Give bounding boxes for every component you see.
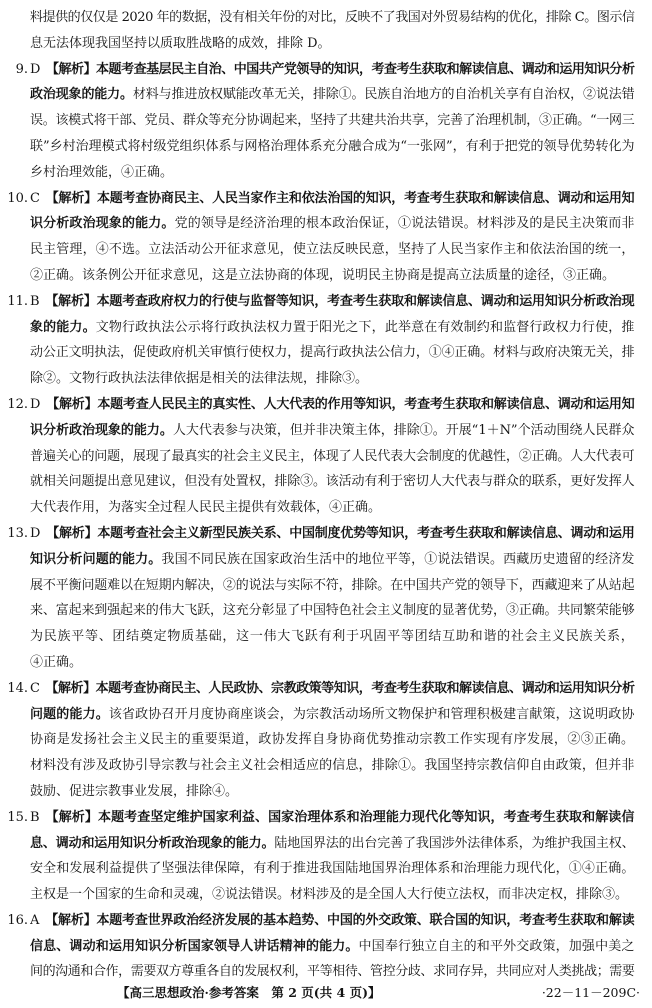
analysis-text: 动公正文明执法，促使政府机关审慎行使权力，提高行政执法公信力，①④正确。材料与政府决策无关，排: [30, 345, 635, 361]
analysis-text: 陆地国界法的出台完善了我国涉外法律体系，为维护我国主权、: [274, 835, 635, 851]
answer-line: [30, 160, 635, 186]
analysis-text: ④正确。: [30, 654, 83, 670]
answer-line: [30, 186, 635, 212]
answer-line: [30, 727, 635, 753]
answer-line: [30, 418, 635, 444]
analysis-bold-text: 知识分析问题的能力。: [30, 551, 162, 567]
answer-choice: B: [30, 293, 40, 309]
analysis-bold-text: 【解析】本题考查坚定维护国家利益、国家治理体系和治理能力现代化等知识，考查考生获取和解读信: [45, 809, 635, 825]
analysis-text: 展不平衡问题难以在短期内解决，②的说法与实际不符，排除。在中国共产党的领导下，西藏迎来了从站起: [30, 577, 635, 593]
analysis-text: 料提供的仅仅是 2020 年的数据，没有相关年份的对比，反映不了我国对外贸易结构的优化，排除 C。图示信: [30, 10, 635, 25]
answer-line: [30, 444, 635, 470]
answer-line: [30, 366, 635, 392]
answer-choice: B: [30, 809, 40, 825]
page-footer: [0, 984, 652, 1002]
answer-line: [30, 108, 635, 134]
analysis-bold-text: 识分析政治现象的能力。: [30, 216, 175, 232]
analysis-bold-text: 【解析】本题考查人民民主的真实性、人大代表的作用等知识，考查考生获取和解读信息、调动和运用知: [46, 396, 635, 412]
analysis-bold-text: 【解析】本题考查社会主义新型民族关系、中国制度优势等知识，考查考生获取和解读信息、调动和运用: [46, 525, 635, 541]
answer-line: [30, 882, 635, 908]
answer-line: [30, 82, 635, 108]
answer-line: [30, 5, 635, 31]
answer-item: [7, 908, 635, 985]
answer-choice: D: [30, 396, 41, 412]
analysis-text: 大代表作用，为落实全过程人民民主提供有效载体，④正确。: [30, 500, 382, 516]
analysis-bold-text: 政治现象的能力。: [30, 87, 133, 103]
analysis-text: 普遍关心的问题，展现了最真实的社会主义民主，体现了人民代表大会制度的优越性，②正确。人大代表可: [30, 448, 635, 464]
analysis-text: 误。该模式将干部、党员、群众等充分协调起来，坚持了共建共治共享，完善了治理机制，③正确。“一网三: [30, 113, 635, 129]
answer-line: [30, 57, 635, 83]
answer-line: [30, 959, 635, 985]
analysis-text: 间的沟通和合作，需要双方尊重各自的发展权利，平等相待、管控分歧、求同存异，共同应对人类挑战；需要: [30, 964, 635, 980]
analysis-text: 民主管理，④不选。立法活动公开征求意见，使立法反映民意，坚持了人民当家作主和依法治国的统一，: [30, 242, 635, 258]
answer-line: [30, 211, 635, 237]
answer-line: [30, 392, 635, 418]
answer-line: [30, 315, 635, 341]
answer-line: [30, 805, 635, 831]
answer-item: [7, 805, 635, 908]
answer-item: [7, 186, 635, 289]
analysis-text: 乡村治理效能，④正确。: [30, 164, 174, 180]
answer-line: [30, 779, 635, 805]
analysis-text: 就相关问题提出意见建议，但没有处置权，排除③。该活动有利于密切人大代表与群众的联系，更好发挥人: [30, 474, 635, 490]
answer-line: [30, 495, 635, 521]
answer-item: [7, 521, 635, 676]
answer-item: [7, 392, 635, 521]
analysis-bold-text: 【解析】本题考查世界政治经济发展的基本趋势、中国的外交政策、联合国的知识，考查考生获取和解读: [45, 912, 635, 928]
analysis-bold-text: 【解析】本题考查政府权力的行使与监督等知识，考查考生获取和解读信息、调动和运用知识分析政治现: [45, 293, 635, 309]
analysis-text: 中国奉行独立自主的和平外交政策，加强中美之: [358, 938, 635, 954]
analysis-text: 除②。文物行政执法法律依据是相关的法律法规，排除③。: [30, 371, 369, 387]
answer-choice: D: [30, 61, 40, 77]
footer-code: ·22－11－209C·: [541, 985, 640, 1000]
answer-item: [15, 57, 635, 186]
answer-line: [30, 340, 635, 366]
analysis-text: 安全和发展利益提供了坚强法律保障，有利于推进我国陆地国界治理体系和治理能力现代化，①④正确。: [30, 861, 635, 877]
question-number: 9.: [15, 61, 28, 77]
answer-line: [30, 908, 635, 934]
answer-line: [30, 469, 635, 495]
answer-line: [30, 263, 635, 289]
analysis-text: 协商是发扬社会主义民主的重要渠道，政协发挥自身协商优势推动宗教工作实现有序发展，②③正确。: [30, 732, 635, 748]
answer-choice: C: [30, 680, 40, 696]
question-number: 15.: [7, 809, 28, 825]
analysis-text: ②正确。该条例公开征求意见，这是立法协商的体现，说明民主协商是提高立法质量的途径，③正确。: [30, 267, 616, 283]
analysis-bold-text: 息、调动和运用知识分析政治现象的能力。: [30, 835, 275, 851]
answer-line: [30, 134, 635, 160]
analysis-text: 联”乡村治理模式将村级党组织体系与网格治理体系充分融合成为“一张网”，有利于把党的领导优势转化为: [30, 138, 635, 154]
answer-line: [30, 547, 635, 573]
footer-title: 【高三思想政治·参考答案 第 2 页(共 4 页)】: [117, 985, 381, 1000]
answer-line: [30, 831, 635, 857]
answer-choice: A: [30, 912, 40, 928]
answer-line: [30, 753, 635, 779]
analysis-text: 为民族平等、团结奠定物质基础，这一伟大飞跃有利于巩固平等团结互助和谐的社会主义民族关系，: [30, 629, 635, 645]
question-number: 14.: [7, 680, 28, 696]
analysis-text: 材料没有涉及政协引导宗教与社会主义社会相适应的信息，排除①。我国坚持宗教信仰自由政策，但并非: [30, 758, 635, 774]
question-number: 13.: [7, 525, 28, 541]
answer-line: [30, 31, 635, 57]
answer-line: [30, 676, 635, 702]
answer-line: [30, 289, 635, 315]
analysis-text: 党的领导是经济治理的根本政治保证，①说法错误。材料涉及的是民主决策而非: [174, 216, 635, 232]
answer-line: [30, 856, 635, 882]
answer-line: [30, 650, 635, 676]
analysis-text: 该省政协召开月度协商座谈会，为宗教活动场所文物保护和管理积极建言献策，这说明政协: [108, 706, 635, 722]
analysis-text: 主权是一个国家的生命和灵魂，②说法错误。材料涉及的是全国人大行使立法权，而非决定权，排除③。: [30, 887, 629, 903]
analysis-bold-text: 【解析】本题考查协商民主、人民政协、宗教政策等知识，考查考生获取和解读信息、调动和运用知识分析: [45, 680, 635, 696]
answer-line: [30, 702, 635, 728]
analysis-text: 来、富起来到强起来的伟大飞跃，这充分彰显了中国特色社会主义制度的显著优势，③正确。共同繁荣能够: [30, 603, 635, 619]
analysis-text: 人大代表参与决策，但并非决策主体，排除①。开展“1＋N”个活动围绕人民群众: [172, 422, 635, 438]
previous-answer-continuation: [30, 5, 635, 57]
answer-line: [30, 934, 635, 960]
answer-line: [30, 573, 635, 599]
question-number: 10.: [7, 190, 28, 206]
answer-choice: D: [30, 525, 41, 541]
analysis-text: 我国不同民族在国家政治生活中的地位平等，①说法错误。西藏历史遗留的经济发: [161, 551, 635, 567]
analysis-bold-text: 【解析】本题考查基层民主自治、中国共产党领导的知识，考查考生获取和解读信息、调动和运用知识分析: [45, 61, 635, 77]
analysis-text: 鼓励、促进宗教事业发展，排除④。: [30, 783, 239, 799]
analysis-bold-text: 识分析政治现象的能力。: [30, 422, 173, 438]
answer-item: [7, 289, 635, 392]
analysis-bold-text: 信息、调动和运用知识分析国家领导人讲话精神的能力。: [30, 938, 359, 954]
answer-line: [30, 624, 635, 650]
answer-line: [30, 521, 635, 547]
analysis-text: 材料与推进放权赋能改革无关，排除①。民族自治地方的自治机关享有自治权，②说法错: [132, 87, 635, 103]
analysis-bold-text: 问题的能力。: [30, 706, 109, 722]
analysis-bold-text: 象的能力。: [30, 319, 96, 335]
question-number: 11.: [7, 293, 28, 309]
analysis-text: 文物行政执法公示将行政执法权力置于阳光之下，此举意在有效制约和监督行政权力行使，推: [95, 319, 635, 335]
question-number: 12.: [7, 396, 28, 412]
answer-line: [30, 237, 635, 263]
answer-list: [7, 5, 635, 985]
answer-item: [7, 676, 635, 805]
analysis-bold-text: 【解析】本题考查协商民主、人民当家作主和依法治国的知识，考查考生获取和解读信息、调动和运用知: [45, 190, 635, 206]
question-number: 16.: [7, 912, 28, 928]
analysis-text: 息无法体现我国坚持以质取胜战略的成效，排除 D。: [30, 35, 331, 51]
answer-line: [30, 598, 635, 624]
answer-choice: C: [30, 190, 40, 206]
